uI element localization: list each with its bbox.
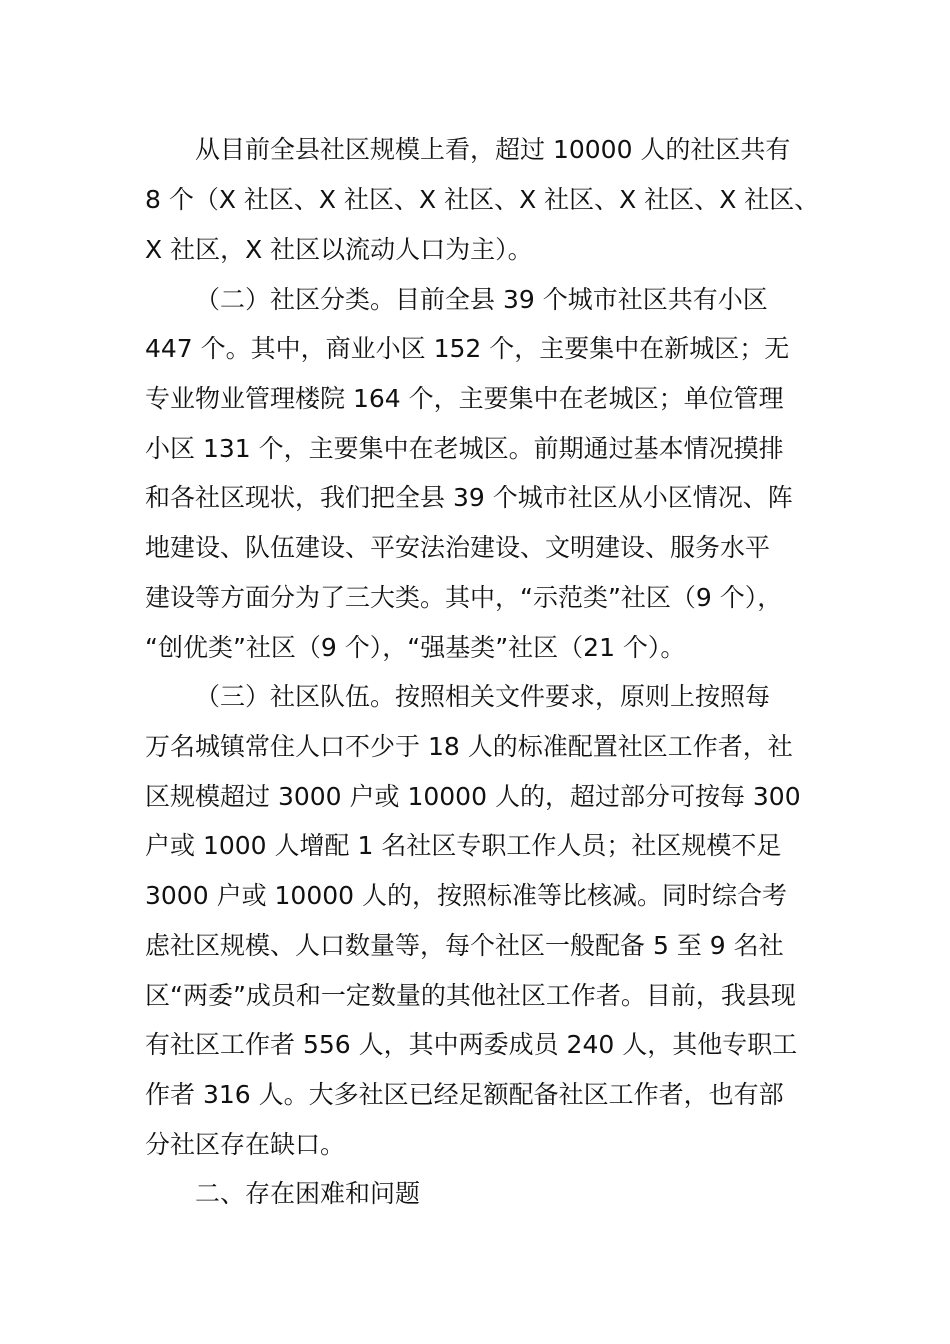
paragraph-3-line-10: 分社区存在缺口。 [145, 1130, 346, 1159]
paragraph-3-line-1: （三）社区队伍。按照相关文件要求，原则上按照每 [195, 682, 771, 711]
paragraph-3-line-3: 区规模超过 3000 户或 10000 人的，超过部分可按每 300 [145, 782, 801, 811]
section-heading: 二、存在困难和问题 [195, 1179, 421, 1208]
paragraph-3-line-5: 3000 户或 10000 人的，按照标准等比核减。同时综合考 [145, 881, 787, 910]
paragraph-3-line-4: 户或 1000 人增配 1 名社区专职工作人员；社区规模不足 [145, 831, 782, 860]
paragraph-1-line-1: 从目前全县社区规模上看，超过 10000 人的社区共有 [195, 135, 791, 164]
paragraph-2-line-4: 小区 131 个，主要集中在老城区。前期通过基本情况摸排 [145, 434, 784, 463]
paragraph-3-line-8: 有社区工作者 556 人，其中两委成员 240 人，其他专职工 [145, 1030, 798, 1059]
paragraph-3-line-9: 作者 316 人。大多社区已经足额配备社区工作者，也有部 [145, 1080, 784, 1109]
paragraph-3-line-2: 万名城镇常住人口不少于 18 人的标准配置社区工作者，社 [145, 732, 793, 761]
paragraph-2-line-3: 专业物业管理楼院 164 个，主要集中在老城区；单位管理 [145, 384, 784, 413]
paragraph-2-line-8: “创优类”社区（9 个），“强基类”社区（21 个）。 [145, 633, 686, 662]
paragraph-2-line-1: （二）社区分类。目前全县 39 个城市社区共有小区 [195, 285, 768, 314]
paragraph-2-line-6: 地建设、队伍建设、平安法治建设、文明建设、服务水平 [145, 533, 771, 562]
paragraph-2-line-7: 建设等方面分为了三大类。其中，“示范类”社区（9 个）， [145, 583, 783, 612]
paragraph-1-line-3: X 社区，X 社区以流动人口为主）。 [145, 235, 533, 264]
paragraph-2-line-2: 447 个。其中，商业小区 152 个，主要集中在新城区；无 [145, 334, 790, 363]
paragraph-3-line-7: 区“两委”成员和一定数量的其他社区工作者。目前，我县现 [145, 981, 796, 1010]
paragraph-1-line-2: 8 个（X 社区、X 社区、X 社区、X 社区、X 社区、X 社区、 [145, 185, 820, 214]
paragraph-2-line-5: 和各社区现状，我们把全县 39 个城市社区从小区情况、阵 [145, 483, 793, 512]
paragraph-3-line-6: 虑社区规模、人口数量等，每个社区一般配备 5 至 9 名社 [145, 931, 784, 960]
